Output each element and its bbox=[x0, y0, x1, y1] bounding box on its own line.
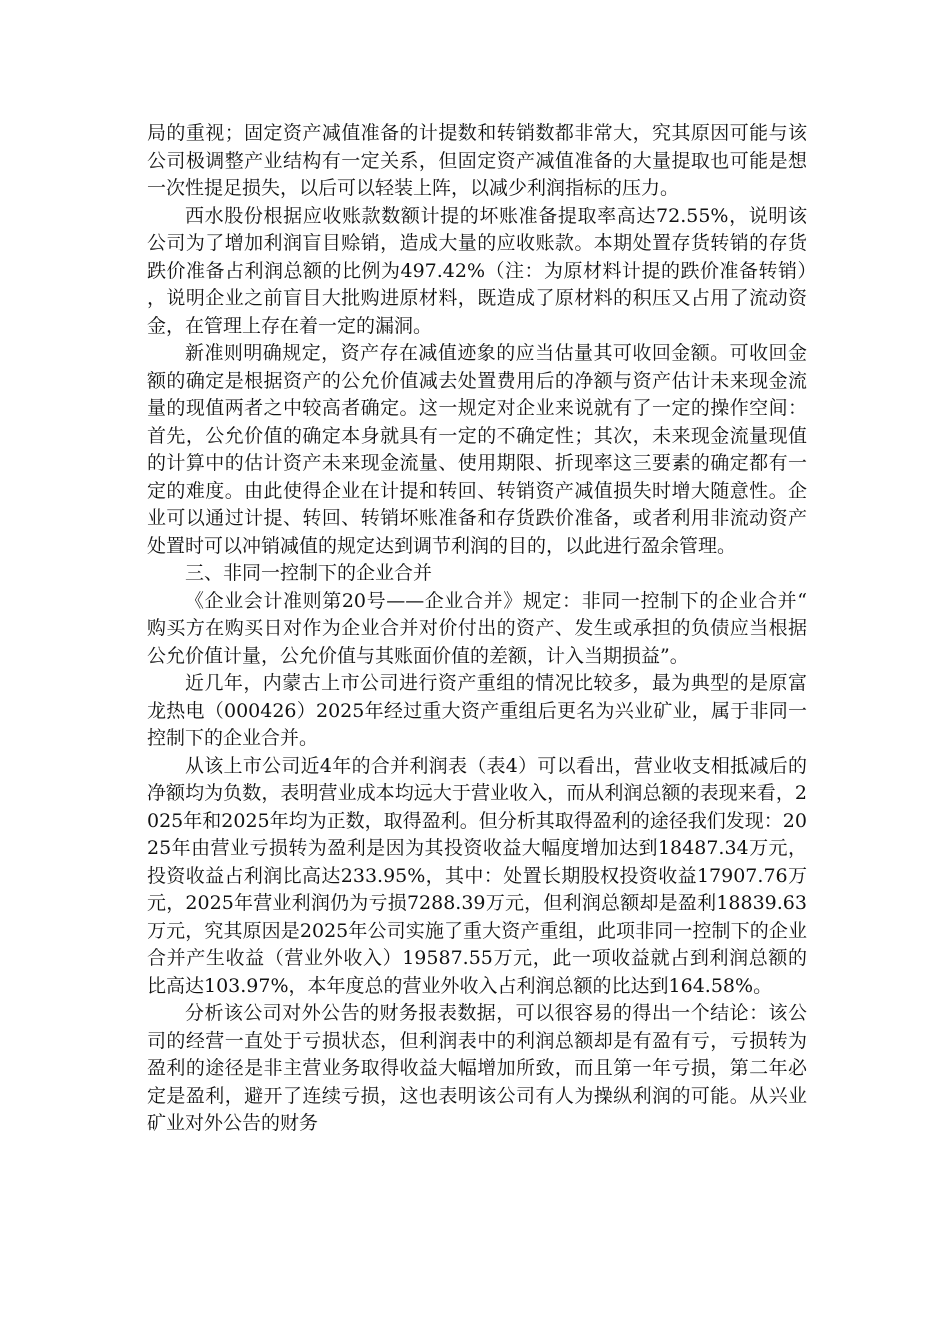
paragraph-income-statement-analysis: 从该上市公司近4年的合并利润表（表4）可以看出，营业收支相抵减后的净额均为负数，表明营业成本均远大于营业收入，而从利润总额的表现来看，2025年和2025年均为正数，取得盈利。但分析其取得盈利的途径我们发现：2025年由营业亏损转为盈利是因为其投资收益大幅度增加达到18487.34万元，投资收益占利润比高达233.95%，其中：处置长期股权投资收益17907.76万元，2025年营业利润仍为亏损7288.39万元，但利润总额却是盈利18839.63万元，究其原因是2025年公司实施了重大资产重组，此项非同一控制下的企业合并产生收益（营业外收入）19587.55万元，此一项收益就占到利润总额的比高达103.97%，本年度总的营业外收入占利润总额的比达到164.58%。 bbox=[147, 754, 807, 997]
document-body bbox=[147, 120, 807, 1138]
paragraph-xishui-bad-debt: 西水股份根据应收账款数额计提的坏账准备提取率高达72.55%，说明该公司为了增加利润盲目赊销，造成大量的应收账款。本期处置存货转销的存货跌价准备占利润总额的比例为497.42%（注：为原材料计提的跌价准备转销），说明企业之前盲目大批购进原材料，既造成了原材料的积压又占用了流动资金，在管理上存在着一定的漏洞。 bbox=[147, 204, 807, 337]
paragraph-new-standard-recoverable: 新准则明确规定，资产存在减值迹象的应当估量其可收回金额。可收回金额的确定是根据资产的公允价值减去处置费用后的净额与资产估计未来现金流量的现值两者之中较高者确定。这一规定对企业来说就有了一定的操作空间：首先，公允价值的确定本身就具有一定的不确定性；其次，未来现金流量现值的计算中的估计资产未来现金流量、使用期限、折现率这三要素的确定都有一定的难度。由此使得企业在计提和转回、转销资产减值损失时增大随意性。企业可以通过计提、转回、转销坏账准备和存货跌价准备，或者利用非流动资产处置时可以冲销减值的规定达到调节利润的目的，以此进行盈余管理。 bbox=[147, 342, 807, 557]
paragraph-standard-no20: 《企业会计准则第20号——企业合并》规定：非同一控制下的企业合并“购买方在购买日对作为企业合并对价付出的资产、发生或承担的负债应当根据公允价值计量，公允价值与其账面价值的差额，计入当期损益”。 bbox=[147, 589, 807, 667]
paragraph-asset-impairment-intro: 局的重视；固定资产减值准备的计提数和转销数都非常大，究其原因可能与该公司极调整产业结构有一定关系，但固定资产减值准备的大量提取也可能是想一次性提足损失，以后可以轻装上阵，以减少利润指标的压力。 bbox=[147, 122, 807, 199]
paragraph-conclusion: 分析该公司对外公告的财务报表数据，可以很容易的得出一个结论：该公司的经营一直处于亏损状态，但利润表中的利润总额却是有盈有亏，亏损转为盈利的途径是非主营业务取得收益大幅增加所致，而且第一年亏损，第二年必定是盈利，避开了连续亏损，这也表明该公司有人为操纵利润的可能。从兴业矿业对外公告的财务 bbox=[147, 1002, 807, 1134]
paragraph-inner-mongolia-restructuring: 近几年，内蒙古上市公司进行资产重组的情况比较多，最为典型的是原富龙热电（000426）2025年经过重大资产重组后更名为兴业矿业，属于非同一控制下的企业合并。 bbox=[147, 672, 807, 749]
section-heading-business-combination: 三、非同一控制下的企业合并 bbox=[185, 562, 433, 584]
